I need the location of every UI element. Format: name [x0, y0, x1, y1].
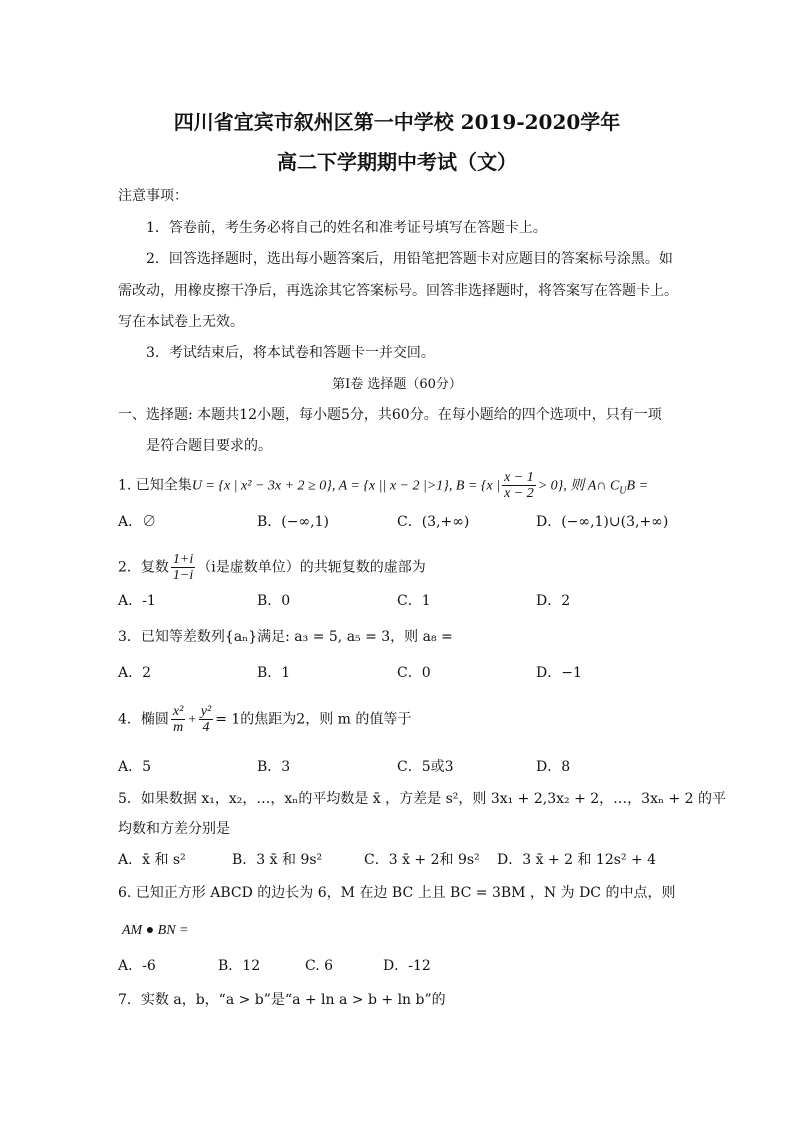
question-4-stem-prefix: 4．椭圆 [118, 711, 169, 728]
question-4-fraction-y [199, 704, 213, 735]
question-2-stem-tail: （i是虚数单位）的共轭复数的虚部为 [197, 559, 426, 576]
question-1-option-b: B．(−∞,1) [257, 514, 329, 530]
question-1-option-c: C．(3,+∞) [397, 514, 470, 530]
question-5-stem-line-1: 5．如果数据 x₁，x₂，…，xₙ的平均数是 x̄ ，方差是 s²，则 3x₁ + 2,3x₂ + 2，…，3xₙ + 2 的平 [118, 791, 727, 807]
question-1-option-a: A．∅ [118, 514, 157, 530]
question-5-option-b: B．3 x̄ 和 9s² [232, 852, 323, 868]
question-4-option-c: C．5或3 [397, 759, 454, 775]
question-3-option-a: A．2 [118, 665, 152, 681]
section-instruction-line-2: 是符合题目要求的。 [146, 438, 272, 454]
question-4-fraction-x [171, 704, 185, 735]
question-1-option-d: D．(−∞,1)∪(3,+∞) [536, 514, 669, 530]
question-2-fraction [171, 552, 195, 583]
question-1-sets: U = {x | x² − 3x + 2 ≥ 0}, A = {x || x − 2 |>1}, B = {x | [191, 478, 501, 494]
notice-heading: 注意事项： [118, 188, 188, 204]
question-1-stem-tail: > 0}, 则 A∩ C [537, 478, 620, 494]
notice-item-2-line-2: 需改动，用橡皮擦干净后，再选涂其它答案标号。回答非选择题时，将答案写在答题卡上。 [118, 283, 678, 299]
question-4-option-b: B．3 [257, 759, 291, 775]
section-title: 第Ⅰ卷 选择题（60分） [332, 377, 462, 392]
question-4-fraction-x-denominator: m [173, 720, 184, 735]
question-4-stem [118, 704, 411, 735]
question-1-complement-subscript: U [619, 485, 627, 497]
question-4-stem-tail: = 1的焦距为2，则 m 的值等于 [215, 711, 412, 728]
notice-item-1: 1．答卷前，考生务必将自己的姓名和准考证号填写在答题卡上。 [146, 220, 547, 236]
question-6-option-d: D．-12 [383, 958, 431, 974]
question-6-stem-line-2: AM ● BN = [122, 923, 189, 938]
question-4-plus-sign: + [187, 712, 197, 728]
notice-item-2-line-1: 2．回答选择题时，选出每小题答案后，用铅笔把答题卡对应题目的答案标号涂黑。如 [146, 251, 673, 267]
question-1-fraction-denominator: x − 2 [504, 486, 534, 501]
notice-item-3: 3．考试结束后，将本试卷和答题卡一并交回。 [146, 345, 435, 361]
question-2-stem [118, 552, 426, 583]
question-5-stem-line-2: 均数和方差分别是 [118, 821, 230, 837]
question-2-fraction-numerator: 1+i [172, 552, 194, 567]
question-4-fraction-x-numerator: x² [172, 704, 184, 719]
question-4-option-d: D．8 [536, 759, 571, 775]
question-1-stem-end: B = [626, 478, 649, 494]
question-1-stem [118, 470, 648, 501]
question-6-stem-line-1: 6. 已知正方形 ABCD 的边长为 6，M 在边 BC 上且 BC = 3BM ，N 为 DC 的中点，则 [118, 885, 676, 901]
question-4-fraction-y-numerator: y² [200, 704, 212, 719]
question-2-fraction-denominator: 1−i [172, 568, 194, 583]
question-2-option-b: B．0 [257, 593, 291, 609]
question-3-stem: 3．已知等差数列{aₙ}满足: a₃ = 5, a₅ = 3，则 a₈ = [118, 629, 453, 645]
page-title-line2: 高二下学期期中考试（文） [277, 150, 517, 174]
question-3-option-c: C．0 [397, 665, 431, 681]
page-title-line1: 四川省宜宾市叙州区第一中学校 2019-2020学年 [173, 110, 621, 134]
question-2-option-c: C．1 [397, 593, 431, 609]
question-6-option-a: A．-6 [118, 958, 156, 974]
question-4-fraction-y-denominator: 4 [202, 720, 210, 735]
question-6-option-b: B．12 [218, 958, 261, 974]
question-3-option-b: B．1 [257, 665, 291, 681]
question-5-option-a: A．x̄ 和 s² [118, 852, 186, 868]
question-1-stem-prefix: 1. 已知全集 [118, 477, 192, 494]
question-2-stem-prefix: 2．复数 [118, 559, 169, 576]
question-1-fraction-numerator: x − 1 [504, 470, 534, 485]
question-6-option-c: C. 6 [305, 958, 334, 974]
section-instruction-line-1: 一、选择题: 本题共12小题，每小题5分，共60分。在每小题给的四个选项中，只有一项 [118, 407, 662, 423]
question-5-option-c: C．3 x̄ + 2和 9s² [364, 852, 480, 868]
question-4-option-a: A．5 [118, 759, 152, 775]
notice-item-2-line-3: 写在本试卷上无效。 [118, 314, 244, 330]
question-1-fraction [502, 470, 536, 501]
question-2-option-d: D．2 [536, 593, 571, 609]
question-5-option-d: D．3 x̄ + 2 和 12s² + 4 [497, 852, 657, 868]
question-7-stem: 7．实数 a，b，“a > b”是“a + ln a > b + ln b”的 [118, 992, 446, 1008]
question-3-option-d: D．−1 [536, 665, 582, 681]
question-2-option-a: A．-1 [118, 593, 156, 609]
